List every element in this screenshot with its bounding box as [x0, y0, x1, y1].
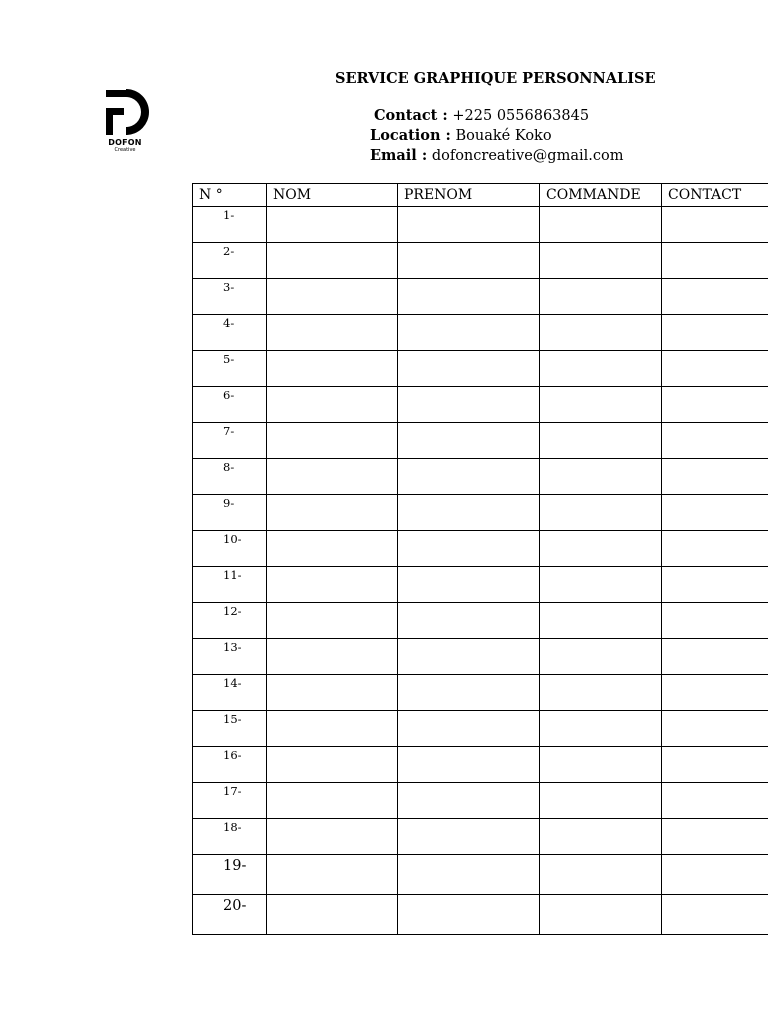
- row-number: 3-: [193, 279, 267, 315]
- email-value: dofoncreative@gmail.com: [431, 148, 624, 164]
- prenom-cell[interactable]: [398, 495, 540, 531]
- nom-cell[interactable]: [267, 279, 398, 315]
- prenom-cell[interactable]: [398, 459, 540, 495]
- location-value: Bouaké Koko: [455, 128, 552, 144]
- table-row: [193, 207, 768, 243]
- table-body: [193, 207, 768, 935]
- prenom-cell[interactable]: [398, 243, 540, 279]
- row-number: 20-: [193, 895, 267, 935]
- table-row: [193, 495, 768, 531]
- nom-cell[interactable]: [267, 895, 398, 935]
- nom-cell[interactable]: [267, 495, 398, 531]
- prenom-cell[interactable]: [398, 639, 540, 675]
- table-row: [193, 639, 768, 675]
- contact-cell[interactable]: [662, 423, 768, 459]
- commande-cell[interactable]: [540, 675, 662, 711]
- table-row: [193, 243, 768, 279]
- table-row: [193, 819, 768, 855]
- row-number: 13-: [193, 639, 267, 675]
- prenom-cell[interactable]: [398, 855, 540, 895]
- commande-cell[interactable]: [540, 459, 662, 495]
- contact-cell[interactable]: [662, 567, 768, 603]
- row-number: 14-: [193, 675, 267, 711]
- logo-subtitle: Creative: [114, 147, 136, 153]
- column-header-prenom: PRENOM: [398, 184, 540, 207]
- table-header-row: [193, 184, 768, 207]
- contact-cell[interactable]: [662, 603, 768, 639]
- row-number: 16-: [193, 747, 267, 783]
- prenom-cell[interactable]: [398, 351, 540, 387]
- row-number: 15-: [193, 711, 267, 747]
- nom-cell[interactable]: [267, 351, 398, 387]
- contact-cell[interactable]: [662, 747, 768, 783]
- column-header-nom: NOM: [267, 184, 398, 207]
- prenom-cell[interactable]: [398, 423, 540, 459]
- table-row: [193, 783, 768, 819]
- contact-cell[interactable]: [662, 531, 768, 567]
- nom-cell[interactable]: [267, 639, 398, 675]
- orders-table: [192, 183, 768, 935]
- table-row: [193, 423, 768, 459]
- contact-cell[interactable]: [662, 387, 768, 423]
- contact-cell[interactable]: [662, 351, 768, 387]
- row-number: 4-: [193, 315, 267, 351]
- table-row: [193, 351, 768, 387]
- commande-cell[interactable]: [540, 315, 662, 351]
- prenom-cell[interactable]: [398, 567, 540, 603]
- row-number: 19-: [193, 855, 267, 895]
- table-row: [193, 279, 768, 315]
- commande-cell[interactable]: [540, 423, 662, 459]
- row-number: 11-: [193, 567, 267, 603]
- table-row: [193, 711, 768, 747]
- commande-cell[interactable]: [540, 603, 662, 639]
- nom-cell[interactable]: [267, 675, 398, 711]
- commande-cell[interactable]: [540, 531, 662, 567]
- contact-cell[interactable]: [662, 783, 768, 819]
- nom-cell[interactable]: [267, 423, 398, 459]
- column-header-contact: CONTACT: [662, 184, 768, 207]
- table-row: [193, 459, 768, 495]
- prenom-cell[interactable]: [398, 711, 540, 747]
- row-number: 5-: [193, 351, 267, 387]
- prenom-cell[interactable]: [398, 895, 540, 935]
- commande-cell[interactable]: [540, 387, 662, 423]
- row-number: 8-: [193, 459, 267, 495]
- contact-label: Contact :: [374, 107, 448, 124]
- nom-cell[interactable]: [267, 603, 398, 639]
- contact-cell[interactable]: [662, 855, 768, 895]
- contact-cell[interactable]: [662, 279, 768, 315]
- contact-cell[interactable]: [662, 819, 768, 855]
- email-line: [370, 147, 623, 164]
- commande-cell[interactable]: [540, 495, 662, 531]
- commande-cell[interactable]: [540, 207, 662, 243]
- row-number: 17-: [193, 783, 267, 819]
- nom-cell[interactable]: [267, 747, 398, 783]
- table-row: [193, 315, 768, 351]
- row-number: 7-: [193, 423, 267, 459]
- contact-cell[interactable]: [662, 711, 768, 747]
- nom-cell[interactable]: [267, 567, 398, 603]
- nom-cell[interactable]: [267, 387, 398, 423]
- column-header-number: N °: [193, 184, 267, 207]
- table-row: [193, 747, 768, 783]
- row-number: 10-: [193, 531, 267, 567]
- contact-cell[interactable]: [662, 895, 768, 935]
- row-number: 9-: [193, 495, 267, 531]
- commande-cell[interactable]: [540, 783, 662, 819]
- table-row: [193, 895, 768, 935]
- nom-cell[interactable]: [267, 315, 398, 351]
- column-header-commande: COMMANDE: [540, 184, 662, 207]
- contact-value: +225 0556863845: [452, 108, 590, 124]
- prenom-cell[interactable]: [398, 279, 540, 315]
- contact-cell[interactable]: [662, 243, 768, 279]
- commande-cell[interactable]: [540, 351, 662, 387]
- row-number: 6-: [193, 387, 267, 423]
- nom-cell[interactable]: [267, 531, 398, 567]
- commande-cell[interactable]: [540, 711, 662, 747]
- nom-cell[interactable]: [267, 243, 398, 279]
- nom-cell[interactable]: [267, 459, 398, 495]
- row-number: 18-: [193, 819, 267, 855]
- nom-cell[interactable]: [267, 819, 398, 855]
- commande-cell[interactable]: [540, 639, 662, 675]
- prenom-cell[interactable]: [398, 747, 540, 783]
- contact-cell[interactable]: [662, 495, 768, 531]
- commande-cell[interactable]: [540, 567, 662, 603]
- table-row: [193, 603, 768, 639]
- table-row: [193, 675, 768, 711]
- contact-cell[interactable]: [662, 315, 768, 351]
- nom-cell[interactable]: [267, 783, 398, 819]
- prenom-cell[interactable]: [398, 783, 540, 819]
- nom-cell[interactable]: [267, 207, 398, 243]
- row-number: 2-: [193, 243, 267, 279]
- prenom-cell[interactable]: [398, 675, 540, 711]
- table-row: [193, 855, 768, 895]
- location-label: Location :: [370, 127, 451, 144]
- commande-cell[interactable]: [540, 819, 662, 855]
- prenom-cell[interactable]: [398, 207, 540, 243]
- row-number: 1-: [193, 207, 267, 243]
- contact-cell[interactable]: [662, 459, 768, 495]
- table-row: [193, 567, 768, 603]
- prenom-cell[interactable]: [398, 315, 540, 351]
- table-row: [193, 531, 768, 567]
- commande-cell[interactable]: [540, 243, 662, 279]
- contact-cell[interactable]: [662, 675, 768, 711]
- nom-cell[interactable]: [267, 711, 398, 747]
- table-row: [193, 387, 768, 423]
- logo-name: DOFON: [108, 138, 142, 147]
- page-title: SERVICE GRAPHIQUE PERSONNALISE: [335, 70, 656, 87]
- commande-cell[interactable]: [540, 747, 662, 783]
- contact-line: [374, 107, 589, 124]
- prenom-cell[interactable]: [398, 531, 540, 567]
- commande-cell[interactable]: [540, 855, 662, 895]
- row-number: 12-: [193, 603, 267, 639]
- prenom-cell[interactable]: [398, 603, 540, 639]
- contact-cell[interactable]: [662, 207, 768, 243]
- prenom-cell[interactable]: [398, 387, 540, 423]
- email-label: Email :: [370, 147, 428, 164]
- location-line: [370, 127, 552, 144]
- commande-cell[interactable]: [540, 895, 662, 935]
- contact-cell[interactable]: [662, 639, 768, 675]
- nom-cell[interactable]: [267, 855, 398, 895]
- commande-cell[interactable]: [540, 279, 662, 315]
- prenom-cell[interactable]: [398, 819, 540, 855]
